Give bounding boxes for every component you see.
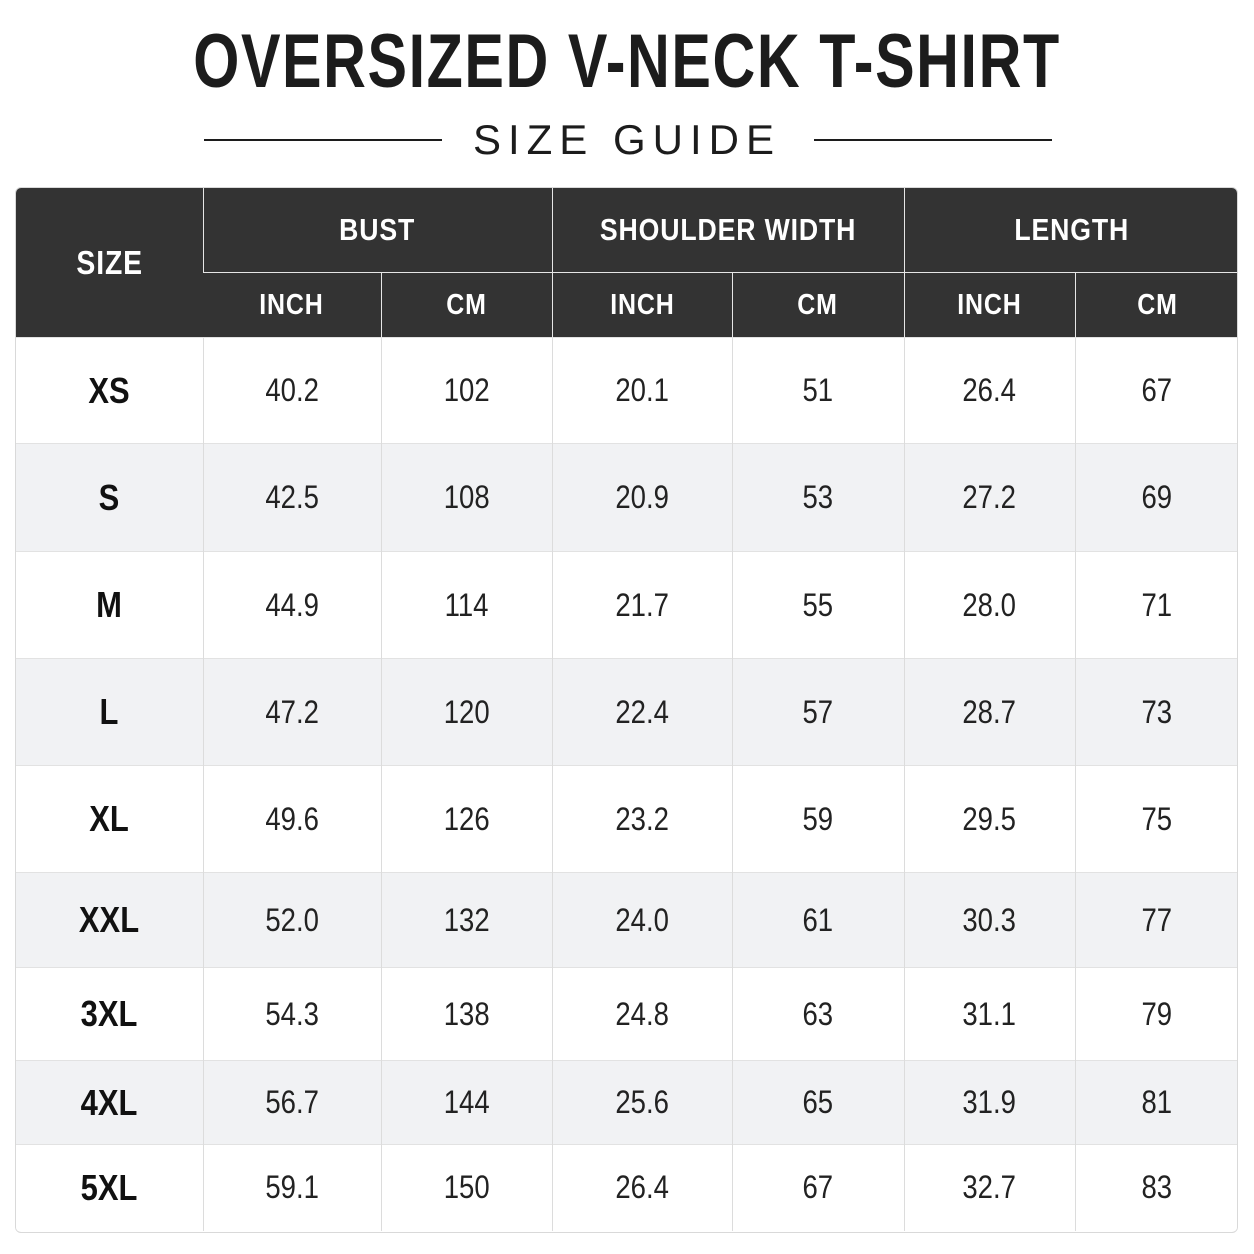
unit-header: [381, 273, 552, 338]
size-table-container: [15, 187, 1238, 1233]
size-label-cell: [16, 968, 203, 1061]
measurement-value: 108: [443, 479, 490, 515]
measurement-cell: [1075, 338, 1238, 444]
measurement-value: 54.3: [265, 995, 319, 1032]
measurement-value: 44.9: [265, 586, 319, 623]
measurement-cell: [904, 338, 1075, 444]
measurement-value: 23.2: [615, 800, 669, 837]
measurement-cell: [203, 873, 381, 968]
unit-header-label: CM: [797, 288, 839, 321]
measurement-cell: [203, 552, 381, 659]
measurement-cell: [904, 968, 1075, 1061]
size-label-cell: [16, 444, 203, 552]
measurement-cell: [552, 968, 732, 1061]
measurement-cell: [732, 659, 904, 766]
measurement-cell: [552, 1061, 732, 1145]
measurement-value: 75: [1141, 800, 1173, 837]
measurement-value: 24.8: [615, 995, 669, 1032]
table-row: [16, 552, 1238, 659]
size-label-cell: [16, 552, 203, 659]
measurement-cell: [552, 552, 732, 659]
measurement-value: 55: [802, 586, 834, 623]
size-label-cell: [16, 766, 203, 873]
measurement-value: 102: [443, 372, 490, 408]
measurement-cell: [904, 766, 1075, 873]
measurement-cell: [732, 1145, 904, 1231]
measurement-cell: [552, 659, 732, 766]
measurement-value: 150: [443, 1169, 490, 1206]
measurement-value: 83: [1141, 1169, 1173, 1206]
size-label: M: [96, 584, 123, 625]
measurement-cell: [381, 338, 552, 444]
measurement-cell: [732, 444, 904, 552]
measurement-value: 59: [802, 800, 834, 837]
measurement-cell: [381, 1145, 552, 1231]
measurement-cell: [1075, 444, 1238, 552]
unit-header-label: CM: [446, 288, 487, 321]
unit-header: [1075, 273, 1238, 338]
subtitle-row: [0, 112, 1254, 168]
measurement-cell: [203, 968, 381, 1061]
measurement-cell: [1075, 968, 1238, 1061]
measurement-value: 120: [443, 693, 490, 730]
bust-group-header: [203, 188, 552, 273]
measurement-value: 67: [802, 1169, 834, 1206]
measurement-value: 138: [443, 995, 490, 1032]
measurement-value: 65: [802, 1084, 834, 1120]
measurement-value: 29.5: [962, 800, 1017, 837]
shoulder-width-group-header: [552, 188, 904, 273]
measurement-cell: [203, 766, 381, 873]
size-label-cell: [16, 338, 203, 444]
table-row: [16, 1145, 1238, 1231]
measurement-cell: [1075, 1145, 1238, 1231]
measurement-value: 25.6: [615, 1084, 669, 1120]
measurement-value: 132: [443, 901, 490, 938]
measurement-cell: [904, 1061, 1075, 1145]
measurement-value: 63: [802, 995, 834, 1032]
measurement-cell: [552, 766, 732, 873]
measurement-value: 69: [1141, 479, 1173, 515]
measurement-value: 52.0: [265, 901, 319, 938]
unit-header: [732, 273, 904, 338]
measurement-value: 32.7: [962, 1169, 1017, 1206]
measurement-cell: [732, 968, 904, 1061]
size-label-cell: [16, 1145, 203, 1231]
measurement-cell: [203, 338, 381, 444]
measurement-cell: [381, 659, 552, 766]
table-row: [16, 968, 1238, 1061]
measurement-cell: [1075, 1061, 1238, 1145]
measurement-value: 56.7: [265, 1084, 319, 1120]
measurement-cell: [732, 552, 904, 659]
measurement-cell: [732, 1061, 904, 1145]
measurement-value: 144: [443, 1084, 490, 1120]
measurement-value: 47.2: [265, 693, 319, 730]
measurement-cell: [552, 873, 732, 968]
size-label: XL: [89, 798, 130, 839]
size-label: S: [98, 476, 120, 518]
measurement-cell: [1075, 766, 1238, 873]
measurement-value: 26.4: [615, 1169, 669, 1206]
measurement-value: 22.4: [615, 693, 669, 730]
size-label: 5XL: [80, 1166, 138, 1208]
measurement-value: 61: [802, 901, 834, 938]
measurement-value: 27.2: [962, 479, 1017, 515]
size-column-header: [16, 188, 203, 338]
measurement-value: 114: [444, 586, 489, 623]
size-label: 3XL: [80, 993, 138, 1034]
measurement-cell: [552, 338, 732, 444]
measurement-cell: [381, 873, 552, 968]
measurement-cell: [381, 968, 552, 1061]
measurement-cell: [1075, 552, 1238, 659]
measurement-cell: [381, 552, 552, 659]
measurement-cell: [552, 1145, 732, 1231]
page-title: OVERSIZED V-NECK T-SHIRT: [193, 19, 1061, 104]
unit-header-label: INCH: [609, 288, 675, 321]
measurement-cell: [1075, 873, 1238, 968]
length-group-label: LENGTH: [1014, 212, 1130, 247]
size-column-header-label: SIZE: [75, 243, 143, 281]
measurement-value: 28.0: [962, 586, 1017, 623]
measurement-value: 81: [1141, 1084, 1173, 1120]
page-subtitle: SIZE GUIDE: [472, 116, 782, 163]
measurement-cell: [1075, 659, 1238, 766]
length-group-header: [904, 188, 1238, 273]
measurement-cell: [904, 552, 1075, 659]
size-label: L: [99, 691, 119, 732]
measurement-cell: [904, 873, 1075, 968]
measurement-cell: [552, 444, 732, 552]
measurement-cell: [203, 444, 381, 552]
subtitle-rule-right: [814, 139, 1052, 141]
table-row: [16, 338, 1238, 444]
table-header: [16, 188, 1238, 338]
shoulder-width-group-label: SHOULDER WIDTH: [599, 212, 857, 247]
measurement-value: 71: [1141, 586, 1173, 623]
measurement-value: 31.1: [962, 995, 1017, 1032]
measurement-cell: [203, 1145, 381, 1231]
measurement-value: 53: [802, 479, 834, 515]
measurement-value: 57: [802, 693, 834, 730]
measurement-cell: [203, 659, 381, 766]
measurement-value: 51: [802, 372, 834, 408]
measurement-value: 24.0: [615, 901, 669, 938]
table-row: [16, 659, 1238, 766]
measurement-cell: [381, 1061, 552, 1145]
measurement-value: 79: [1141, 995, 1173, 1032]
unit-header: [904, 273, 1075, 338]
measurement-cell: [732, 873, 904, 968]
measurement-value: 40.2: [265, 372, 319, 408]
table-row: [16, 766, 1238, 873]
size-label: XXL: [79, 899, 140, 940]
size-label: XS: [88, 369, 130, 411]
measurement-value: 77: [1141, 901, 1173, 938]
unit-header-label: INCH: [259, 288, 324, 321]
size-label-cell: [16, 659, 203, 766]
measurement-cell: [904, 1145, 1075, 1231]
size-label-cell: [16, 873, 203, 968]
measurement-value: 20.1: [615, 372, 669, 408]
measurement-value: 73: [1141, 693, 1173, 730]
unit-header-label: CM: [1137, 288, 1178, 321]
measurement-cell: [732, 338, 904, 444]
unit-header-label: INCH: [957, 288, 1022, 321]
measurement-cell: [381, 766, 552, 873]
measurement-cell: [381, 444, 552, 552]
table-row: [16, 873, 1238, 968]
measurement-value: 67: [1141, 372, 1173, 408]
table-row: [16, 444, 1238, 552]
table-body: [16, 338, 1238, 1231]
measurement-value: 126: [443, 800, 490, 837]
measurement-value: 20.9: [615, 479, 669, 515]
size-table: [16, 188, 1238, 1231]
measurement-value: 31.9: [962, 1084, 1017, 1120]
measurement-cell: [904, 444, 1075, 552]
size-label-cell: [16, 1061, 203, 1145]
header-group-row: [16, 188, 1238, 273]
unit-header: [203, 273, 381, 338]
measurement-value: 59.1: [265, 1169, 319, 1206]
measurement-value: 21.7: [615, 586, 669, 623]
unit-header: [552, 273, 732, 338]
size-label: 4XL: [80, 1081, 138, 1123]
measurement-value: 26.4: [962, 372, 1017, 408]
measurement-cell: [904, 659, 1075, 766]
measurement-value: 49.6: [265, 800, 319, 837]
measurement-cell: [203, 1061, 381, 1145]
table-row: [16, 1061, 1238, 1145]
measurement-cell: [732, 766, 904, 873]
bust-group-label: BUST: [339, 212, 416, 247]
measurement-value: 30.3: [962, 901, 1017, 938]
measurement-value: 42.5: [265, 479, 319, 515]
measurement-value: 28.7: [962, 693, 1017, 730]
